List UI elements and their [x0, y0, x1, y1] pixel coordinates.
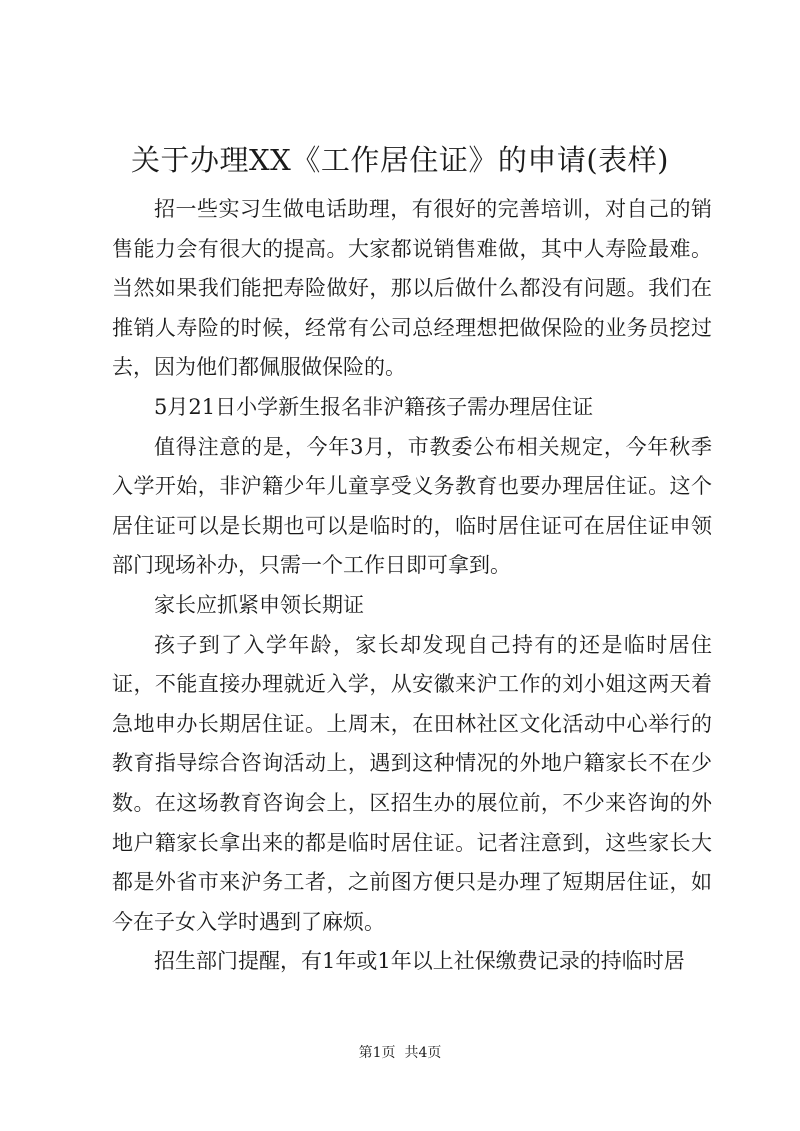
paragraph: 5月21日小学新生报名非沪籍孩子需办理居住证: [154, 394, 594, 419]
section-heading: 家长应抓紧申领长期证: [154, 592, 364, 617]
paragraph: 招生部门提醒，有1年或1年以上社保缴费记录的持临时居: [154, 949, 685, 974]
page-footer: [0, 1043, 800, 1063]
paragraph: 招一些实习生做电话助理，有很好的完善培训，对自己的销售能力会有很大的提高。大家都说销售难做，其中人寿险最难。当然如果我们能把寿险做好，那以后做什么都没有问题。我们在推销人寿险的时候，经常有公司总经理想把做保险的业务员挖过去，因为他们都佩服做保险的。: [112, 197, 712, 380]
document-body: [112, 190, 712, 982]
paragraph: 孩子到了入学年龄，家长却发现自己持有的还是临时居住证，不能直接办理就近入学，从安徽来沪工作的刘小姐这两天着急地申办长期居住证。上周末，在田林社区文化活动中心举行的教育指导综合咨询活动上，遇到这种情况的外地户籍家长不在少数。在这场教育咨询会上，区招生办的展位前，不少来咨询的外地户籍家长拿出来的都是临时居住证。记者注意到，这些家长大都是外省市来沪务工者，之前图方便只是办理了短期居住证，如今在子女入学时遇到了麻烦。: [112, 632, 712, 934]
document-title: 关于办理XX《工作居住证》的申请(表样): [131, 143, 669, 177]
paragraph: 值得注意的是，今年3月，市教委公布相关规定，今年秋季入学开始，非沪籍少年儿童享受义务教育也要办理居住证。这个居住证可以是长期也可以是临时的，临时居住证可在居住证申领部门现场补办，只需一个工作日即可拿到。: [112, 434, 712, 578]
page-number: 第1页 共4页: [358, 1045, 442, 1061]
